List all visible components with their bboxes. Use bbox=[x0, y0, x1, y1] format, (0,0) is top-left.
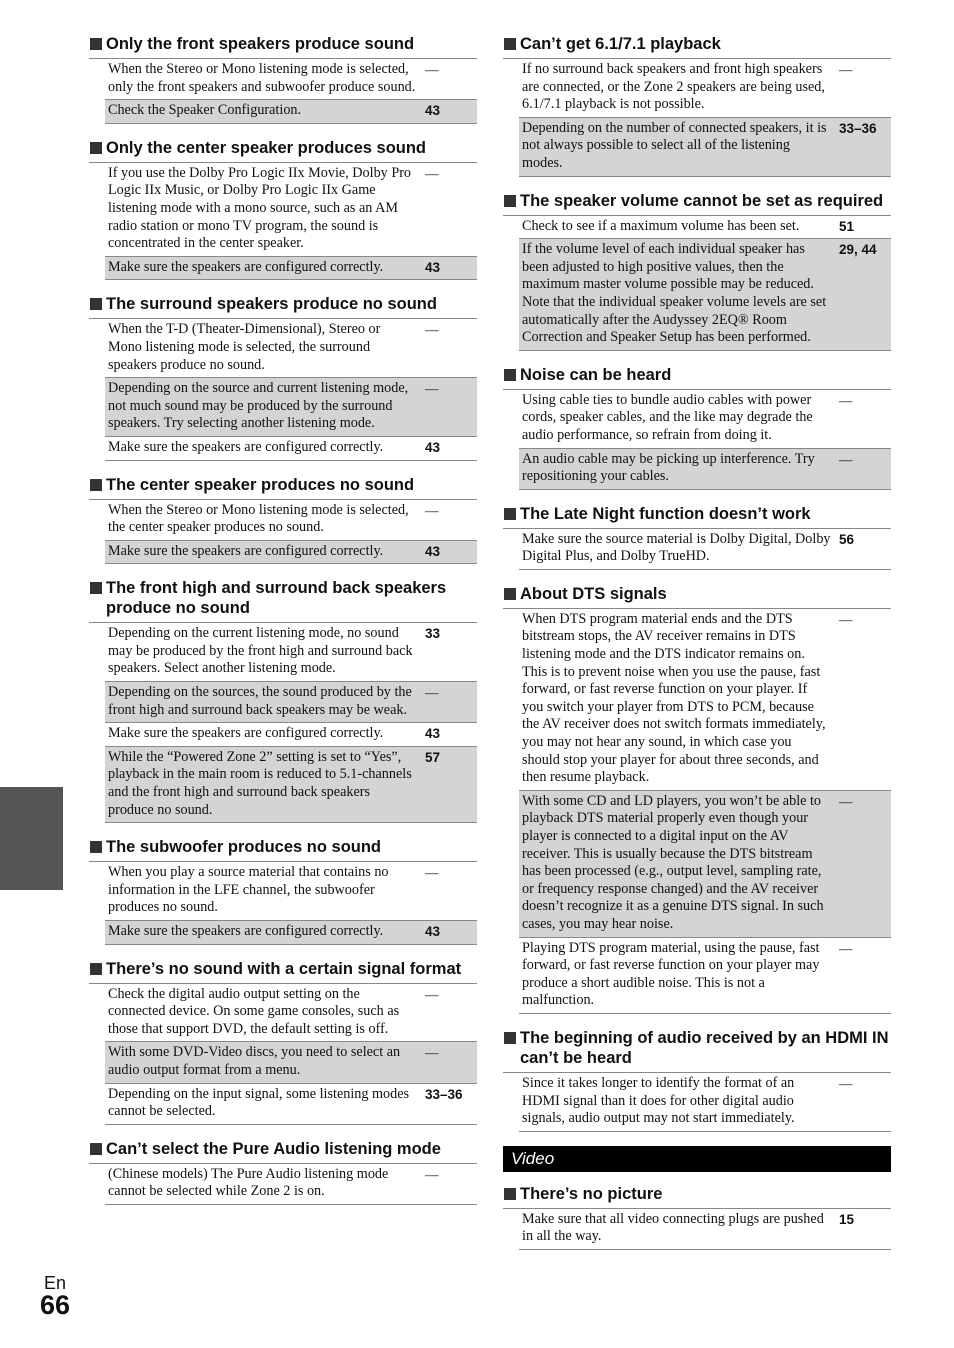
square-bullet-icon bbox=[90, 479, 102, 491]
row-description: An audio cable may be picking up interference. Try repositioning your cables. bbox=[522, 450, 815, 485]
table-row bbox=[105, 541, 477, 565]
section-title bbox=[503, 365, 891, 390]
table-row bbox=[105, 378, 477, 437]
table-row bbox=[105, 1084, 477, 1125]
table-row bbox=[105, 319, 477, 378]
troubleshooting-section bbox=[503, 34, 891, 177]
section-title-text: The subwoofer produces no sound bbox=[106, 838, 382, 857]
section-title-text: The surround speakers produce no sound bbox=[106, 295, 437, 314]
table-row bbox=[105, 862, 477, 921]
table-row bbox=[519, 216, 891, 240]
row-description: Check the digital audio output setting on the connected device. On some game consoles, such as those that support DVD, the default setting is off. bbox=[108, 985, 400, 1037]
square-bullet-icon bbox=[90, 841, 102, 853]
row-description: Playing DTS program material, using the pause, fast forward, or fast reverse function on your player may produce a short audible noise. This is not a malfunction. bbox=[522, 939, 820, 1009]
table-row bbox=[105, 59, 477, 100]
row-description: Make sure the speakers are configured correctly. bbox=[108, 923, 384, 939]
page-reference: — bbox=[425, 1166, 439, 1182]
page-reference: 43 bbox=[425, 924, 441, 939]
page-reference: 43 bbox=[425, 259, 441, 275]
section-rows bbox=[105, 500, 477, 565]
row-description: When the Stereo or Mono listening mode is selected, only the front speakers and subwoofer produce sound. bbox=[108, 61, 416, 95]
row-description: When DTS program material ends and the DTS bitstream stops, the AV receiver remains in DTS listening mode and the DTS indicator remains on. This is to prevent noise when you use the pause, fast forward, or fast reverse function on your player. If you switch your player from DTS to PCM, because the AV receiver does not switch formats immediately, you may not hear any sound, in which case you should stop your player for about three seconds, and then resume playback. bbox=[522, 610, 826, 786]
table-row bbox=[105, 623, 477, 682]
row-description: With some DVD-Video discs, you need to select an audio output format from a menu. bbox=[108, 1044, 401, 1078]
square-bullet-icon bbox=[504, 1032, 516, 1044]
section-title-text: There’s no picture bbox=[520, 1184, 663, 1203]
square-bullet-icon bbox=[504, 195, 516, 207]
section-rows bbox=[519, 390, 891, 490]
section-rows bbox=[519, 529, 891, 570]
row-description: Make sure the source material is Dolby Digital, Dolby Digital Plus, and Dolby TrueHD. bbox=[522, 530, 831, 565]
table-row bbox=[105, 1042, 477, 1083]
table-row bbox=[105, 682, 477, 723]
row-description: Make sure the speakers are configured correctly. bbox=[108, 438, 384, 455]
audio-troubleshooting-right bbox=[503, 34, 891, 1132]
row-description: If no surround back speakers and front high speakers are connected, or the Zone 2 speakers are being used, 6.1/7.1 playback is not possible. bbox=[522, 61, 825, 113]
section-title bbox=[503, 1184, 891, 1209]
table-row bbox=[105, 1164, 477, 1205]
section-title-text: Can’t get 6.1/7.1 playback bbox=[520, 35, 721, 53]
page-reference: — bbox=[839, 793, 853, 809]
section-rows bbox=[519, 59, 891, 177]
page-reference: — bbox=[839, 1075, 853, 1091]
page-reference: — bbox=[425, 685, 439, 701]
row-description: When you play a source material that contains no information in the LFE channel, the subwoofer produces no sound. bbox=[108, 864, 389, 916]
square-bullet-icon bbox=[90, 963, 102, 975]
page-reference: 33 bbox=[425, 626, 441, 642]
square-bullet-icon bbox=[90, 142, 102, 154]
troubleshooting-section bbox=[89, 138, 477, 281]
section-title bbox=[89, 959, 477, 984]
table-row bbox=[105, 984, 477, 1043]
section-title bbox=[503, 191, 891, 216]
page-reference: — bbox=[839, 62, 853, 77]
section-title bbox=[89, 138, 477, 163]
page-reference: — bbox=[425, 865, 439, 881]
row-description: Make sure that all video connecting plugs are pushed in all the way. bbox=[522, 1210, 824, 1245]
section-title-text: There’s no sound with a certain signal format bbox=[106, 959, 462, 978]
square-bullet-icon bbox=[90, 582, 102, 594]
table-row bbox=[105, 100, 477, 124]
chapter-tab bbox=[0, 787, 63, 890]
table-row bbox=[105, 921, 477, 945]
table-row bbox=[105, 437, 477, 461]
table-row bbox=[519, 609, 891, 791]
table-row bbox=[105, 500, 477, 541]
language-label: En bbox=[44, 1273, 67, 1293]
table-row bbox=[519, 529, 891, 570]
section-rows bbox=[105, 623, 477, 823]
page-reference: — bbox=[425, 165, 439, 181]
section-title bbox=[503, 1028, 891, 1073]
section-rows bbox=[105, 319, 477, 460]
row-description: Make sure the speakers are configured correctly. bbox=[108, 258, 384, 275]
page-reference: — bbox=[839, 940, 853, 956]
row-description: With some CD and LD players, you won’t be able to playback DTS material properly even though your player is connected to a digital input on the AV receiver. This is usually because the DTS bitstream has been processed (e.g., output level, sampling rate, or frequency response changed) and the AV receiver doesn’t recognize it as a genuine DTS signal. In such cases, you may hear noise. bbox=[522, 792, 824, 932]
page-reference: — bbox=[425, 322, 439, 338]
table-row bbox=[519, 239, 891, 351]
page-reference: 33–36 bbox=[425, 1086, 463, 1102]
page-reference: 33–36 bbox=[839, 120, 877, 136]
table-row bbox=[519, 449, 891, 490]
page-reference: — bbox=[425, 986, 439, 1002]
section-rows bbox=[105, 862, 477, 944]
table-row bbox=[519, 1073, 891, 1132]
row-description: Check to see if a maximum volume has been set. bbox=[522, 217, 800, 234]
section-rows bbox=[105, 163, 477, 281]
section-rows bbox=[519, 216, 891, 351]
square-bullet-icon bbox=[90, 1143, 102, 1155]
table-row bbox=[519, 118, 891, 177]
square-bullet-icon bbox=[504, 588, 516, 600]
table-row bbox=[519, 791, 891, 938]
page-reference: 15 bbox=[839, 1211, 855, 1227]
troubleshooting-section bbox=[89, 1139, 477, 1205]
row-description: When the Stereo or Mono listening mode is selected, the center speaker produces no sound. bbox=[108, 501, 409, 536]
page-reference: — bbox=[425, 62, 439, 77]
row-description: Depending on the source and current listening mode, not much sound may be produced by the surround speakers. Try selecting another listening mode. bbox=[108, 380, 409, 432]
troubleshooting-section bbox=[89, 959, 477, 1125]
section-title bbox=[89, 294, 477, 319]
page-reference: 51 bbox=[839, 218, 855, 234]
section-title bbox=[89, 34, 477, 59]
left-column bbox=[89, 34, 477, 1219]
section-title-text: The front high and surround back speakers produce no sound bbox=[106, 579, 447, 618]
square-bullet-icon bbox=[504, 1188, 516, 1200]
troubleshooting-section bbox=[503, 365, 891, 490]
page-reference: — bbox=[839, 611, 853, 627]
page-reference: — bbox=[425, 1045, 439, 1061]
row-description: (Chinese models) The Pure Audio listening mode cannot be selected while Zone 2 is on. bbox=[108, 1165, 389, 1200]
section-title-text: The center speaker produces no sound bbox=[106, 475, 415, 494]
troubleshooting-section bbox=[503, 191, 891, 351]
row-description: While the “Powered Zone 2” setting is set to “Yes”, playback in the main room is reduced to 5.1-channels and the front high and surround back speakers produce no sound. bbox=[108, 748, 412, 818]
row-description: If the volume level of each individual speaker has been adjusted to high positive values, then the maximum master volume possible may be reduced. Note that the individual speaker volume levels are set automatically after the Audyssey 2EQ® Room Correction and Speaker Setup has been performed. bbox=[522, 241, 827, 346]
right-column bbox=[503, 34, 891, 1264]
square-bullet-icon bbox=[90, 38, 102, 50]
troubleshooting-section bbox=[503, 1028, 891, 1132]
square-bullet-icon bbox=[90, 298, 102, 310]
page-reference: 43 bbox=[425, 103, 441, 119]
section-title-text: Only the front speakers produce sound bbox=[106, 35, 415, 53]
section-title bbox=[503, 34, 891, 59]
section-rows bbox=[519, 1073, 891, 1132]
section-rows bbox=[519, 1209, 891, 1250]
troubleshooting-section bbox=[89, 837, 477, 944]
table-row bbox=[519, 59, 891, 118]
square-bullet-icon bbox=[504, 508, 516, 520]
page-reference: 43 bbox=[425, 726, 441, 742]
page-reference: 29, 44 bbox=[839, 242, 877, 258]
row-description: When the T-D (Theater-Dimensional), Stereo or Mono listening mode is selected, the surround speakers produce no sound. bbox=[108, 321, 381, 373]
page-reference: — bbox=[425, 502, 439, 518]
row-description: Depending on the input signal, some listening modes cannot be selected. bbox=[108, 1085, 410, 1120]
section-title bbox=[89, 578, 477, 623]
troubleshooting-section bbox=[89, 34, 477, 124]
page-number: 66 bbox=[40, 1290, 71, 1320]
troubleshooting-section bbox=[503, 584, 891, 1014]
row-description: Depending on the number of connected speakers, it is not always possible to select all of the listening modes. bbox=[522, 119, 827, 171]
table-row bbox=[105, 747, 477, 823]
section-title-text: The Late Night function doesn’t work bbox=[520, 504, 811, 523]
section-rows bbox=[105, 59, 477, 124]
section-title bbox=[89, 475, 477, 500]
table-row bbox=[519, 1209, 891, 1250]
row-description: Check the Speaker Configuration. bbox=[108, 102, 302, 119]
square-bullet-icon bbox=[504, 38, 516, 50]
table-row bbox=[519, 390, 891, 449]
page-reference: 57 bbox=[425, 749, 441, 765]
page-reference: 43 bbox=[425, 439, 441, 455]
row-description: Depending on the sources, the sound produced by the front high and surround back speakers may be weak. bbox=[108, 684, 412, 718]
troubleshooting-section bbox=[89, 475, 477, 565]
section-title-text: About DTS signals bbox=[520, 584, 667, 603]
row-description: Depending on the current listening mode, no sound may be produced by the front high and surround back speakers. Select another listening mode. bbox=[108, 625, 413, 677]
page-reference: — bbox=[839, 392, 853, 408]
video-section-header: Video bbox=[503, 1146, 891, 1172]
row-description: Since it takes longer to identify the format of an HDMI signal than it does for other digital audio signals, audio output may not start immediately. bbox=[522, 1074, 795, 1127]
section-title-text: The speaker volume cannot be set as required bbox=[520, 191, 884, 210]
table-row bbox=[519, 938, 891, 1014]
page-reference: — bbox=[425, 381, 439, 397]
row-description: Make sure the speakers are configured correctly. bbox=[108, 725, 384, 742]
video-troubleshooting bbox=[503, 1184, 891, 1250]
section-title bbox=[503, 584, 891, 609]
page-reference: 43 bbox=[425, 543, 441, 559]
page-reference: 56 bbox=[839, 531, 855, 547]
section-rows bbox=[105, 1164, 477, 1205]
table-row bbox=[105, 257, 477, 281]
troubleshooting-section bbox=[89, 578, 477, 823]
section-rows bbox=[105, 984, 477, 1125]
section-title-text: The beginning of audio received by an HDMI IN can’t be heard bbox=[520, 1028, 889, 1067]
section-rows bbox=[519, 609, 891, 1014]
troubleshooting-section bbox=[89, 294, 477, 460]
page-reference: — bbox=[839, 451, 853, 467]
section-title bbox=[503, 504, 891, 529]
row-description: Using cable ties to bundle audio cables with power cords, speaker cables, and the like may degrade the audio performance, so refrain from doing it. bbox=[522, 391, 813, 443]
table-row bbox=[105, 163, 477, 257]
troubleshooting-section bbox=[503, 504, 891, 570]
row-description: Make sure the speakers are configured correctly. bbox=[108, 542, 384, 559]
troubleshooting-section bbox=[503, 1184, 891, 1250]
section-title bbox=[89, 1139, 477, 1164]
section-title-text: Noise can be heard bbox=[520, 365, 672, 384]
row-description: If you use the Dolby Pro Logic IIx Movie, Dolby Pro Logic IIx Music, or Dolby Pro Logic IIx Game listening mode with a mono source, such as an AM radio station or mono TV program, the sound is concentrated in the center speaker. bbox=[108, 164, 412, 252]
square-bullet-icon bbox=[504, 369, 516, 381]
table-row bbox=[105, 723, 477, 747]
section-title-text: Can’t select the Pure Audio listening mode bbox=[106, 1139, 441, 1158]
section-title bbox=[89, 837, 477, 862]
section-title-text: Only the center speaker produces sound bbox=[106, 138, 427, 157]
